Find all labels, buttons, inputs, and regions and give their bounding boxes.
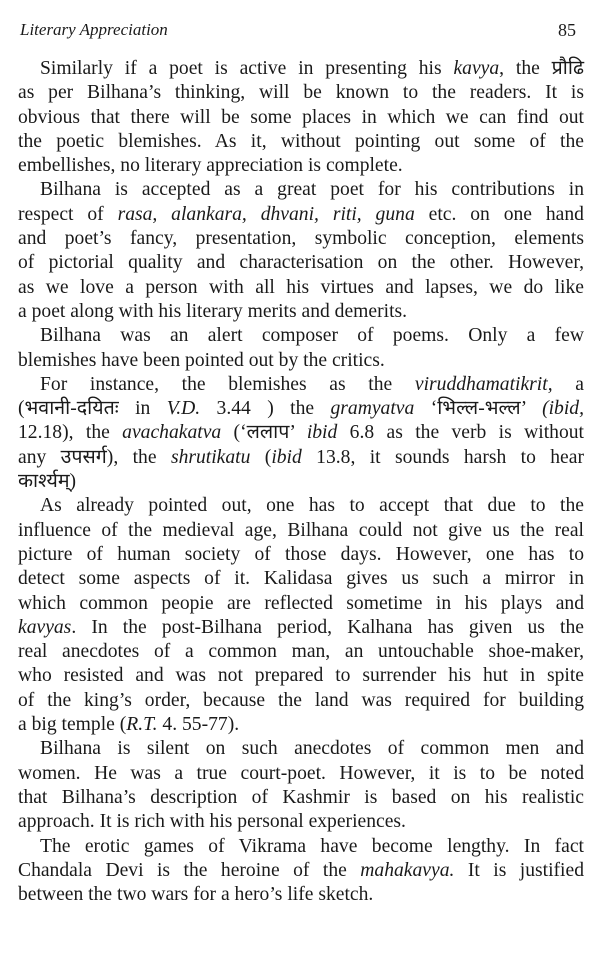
text-run: , the प्रौढि bbox=[499, 58, 584, 79]
text-run: women. He was a true court-poet. However, it is to be noted bbox=[18, 762, 584, 784]
text-run: between the two wars for a hero’s life sketch. bbox=[18, 884, 374, 906]
text-line bbox=[18, 592, 584, 616]
text-line bbox=[18, 786, 584, 810]
text-line bbox=[18, 421, 584, 445]
text-run: 3.44 ) the bbox=[200, 398, 331, 420]
text-line bbox=[18, 227, 584, 251]
text-run: . In the post-Bilhana period, Kalhana has given us the bbox=[71, 616, 584, 638]
text-line bbox=[18, 154, 584, 178]
text-run: of pictorial quality and characterisation on the other. However, bbox=[18, 252, 584, 274]
text-line bbox=[18, 81, 584, 105]
paragraph bbox=[18, 835, 584, 908]
italic-run: ibid bbox=[306, 422, 338, 444]
text-line bbox=[18, 324, 584, 348]
text-run: that Bilhana’s description of Kashmir is based on his realistic bbox=[18, 786, 584, 808]
text-run: the poetic blemishes. As it, without pointing out some of the bbox=[18, 130, 584, 152]
text-run: picture of human society of those days. However, one has to bbox=[18, 543, 584, 565]
text-line bbox=[18, 106, 584, 130]
italic-run: ibid bbox=[271, 446, 302, 468]
text-line bbox=[18, 276, 584, 300]
text-run: कार्श्यम्) bbox=[18, 471, 77, 493]
text-line bbox=[18, 470, 584, 494]
text-run: Bilhana is silent on such anecdotes of common men and bbox=[40, 738, 584, 760]
text-run: Chandala Devi is the heroine of the bbox=[18, 859, 361, 881]
text-run: (‘ललाप’ bbox=[221, 422, 307, 444]
text-line bbox=[18, 203, 584, 227]
text-run: (भवानी-दयितः in bbox=[18, 398, 167, 420]
text-run: a bbox=[552, 373, 584, 395]
text-run: who resisted and was not prepared to surrender his hut in spite bbox=[18, 665, 584, 687]
text-run: real anecdotes of a common man, an untouchable shoe-maker, bbox=[18, 641, 584, 663]
text-run: a big temple ( bbox=[18, 714, 127, 736]
italic-run: gramyatva bbox=[330, 398, 415, 420]
text-run: 4. 55-77). bbox=[157, 714, 240, 736]
text-run: blemishes have been pointed out by the critics. bbox=[18, 349, 385, 371]
text-run: which common peopie are reflected sometime in his plays and bbox=[18, 592, 584, 614]
italic-run: mahakavya. bbox=[360, 859, 455, 881]
text-run: The erotic games of Vikrama have become lengthy. In fact bbox=[40, 835, 584, 857]
text-run: a poet along with his literary merits and demerits. bbox=[18, 300, 408, 322]
text-line bbox=[18, 397, 584, 421]
text-line bbox=[18, 349, 584, 373]
italic-run: viruddhamatikrit, bbox=[414, 373, 553, 395]
text-run: Similarly if a poet is active in presenting his bbox=[40, 58, 454, 79]
body-text bbox=[18, 57, 584, 907]
text-run: influence of the medieval age, Bilhana could not give us the real bbox=[18, 519, 584, 541]
text-run: etc. on one hand bbox=[414, 203, 584, 225]
page-header bbox=[20, 20, 576, 46]
text-line bbox=[18, 57, 584, 81]
text-line bbox=[18, 689, 584, 713]
paragraph bbox=[18, 373, 584, 494]
text-line bbox=[18, 567, 584, 591]
text-run: It is justified bbox=[454, 859, 584, 881]
text-run: 13.8, it sounds harsh to hear bbox=[301, 446, 584, 468]
text-run: embellishes, no literary appreciation is complete. bbox=[18, 155, 403, 177]
italic-run: (ibid, bbox=[542, 398, 584, 420]
text-run: obvious that there will be some places in which we can find out bbox=[18, 106, 584, 128]
paragraph bbox=[18, 737, 584, 834]
text-run: detect some aspects of it. Kalidasa gives us such a mirror in bbox=[18, 568, 584, 590]
italic-run: rasa, alankara, dhvani, riti, guna bbox=[117, 203, 415, 225]
text-line bbox=[18, 494, 584, 518]
text-line bbox=[18, 640, 584, 664]
text-run: 12.18), the bbox=[18, 422, 123, 444]
italic-run: kavya bbox=[453, 58, 500, 79]
text-line bbox=[18, 810, 584, 834]
running-title: Literary Appreciation bbox=[20, 20, 168, 39]
text-line bbox=[18, 664, 584, 688]
text-line bbox=[18, 859, 584, 883]
text-run: respect of bbox=[18, 203, 118, 225]
italic-run: avachakatva bbox=[122, 422, 222, 444]
page-number: 85 bbox=[558, 20, 576, 40]
text-run: and poet’s fancy, presentation, symbolic conception, elements bbox=[18, 228, 584, 250]
text-line bbox=[18, 519, 584, 543]
text-line bbox=[18, 835, 584, 859]
text-line bbox=[18, 616, 584, 640]
text-line bbox=[18, 373, 584, 397]
text-line bbox=[18, 737, 584, 761]
paragraph bbox=[18, 178, 584, 324]
text-run: Bilhana is accepted as a great poet for his contributions in bbox=[40, 179, 584, 201]
text-run: As already pointed out, one has to accept that due to the bbox=[40, 495, 584, 517]
paragraph bbox=[18, 324, 584, 373]
text-run: approach. It is rich with his personal experiences. bbox=[18, 811, 406, 833]
text-line bbox=[18, 446, 584, 470]
italic-run: kavyas bbox=[18, 616, 72, 638]
text-run: 6.8 as the verb is without bbox=[337, 422, 584, 444]
text-run: Bilhana was an alert composer of poems. Only a few bbox=[40, 325, 584, 347]
text-line bbox=[18, 762, 584, 786]
text-line bbox=[18, 543, 584, 567]
paragraph bbox=[18, 494, 584, 737]
paragraph bbox=[18, 57, 584, 178]
text-run: ( bbox=[250, 446, 272, 468]
italic-run: V.D. bbox=[166, 398, 201, 420]
italic-run: shrutikatu bbox=[170, 446, 251, 468]
text-line bbox=[18, 883, 584, 907]
text-line bbox=[18, 178, 584, 202]
text-line bbox=[18, 713, 584, 737]
text-run: as we love a person with all his virtues and lapses, we do like bbox=[18, 276, 584, 298]
text-run: of the king’s order, because the land was required for building bbox=[18, 689, 584, 711]
text-run: For instance, the blemishes as the bbox=[40, 373, 415, 395]
italic-run: R.T. bbox=[126, 714, 158, 736]
text-line bbox=[18, 300, 584, 324]
text-line bbox=[18, 251, 584, 275]
text-run: as per Bilhana’s thinking, will be known to the readers. It is bbox=[18, 82, 584, 104]
text-run: any उपसर्ग), the bbox=[18, 446, 171, 468]
text-line bbox=[18, 130, 584, 154]
text-run: ‘भिल्ल-भल्ल’ bbox=[414, 398, 543, 420]
